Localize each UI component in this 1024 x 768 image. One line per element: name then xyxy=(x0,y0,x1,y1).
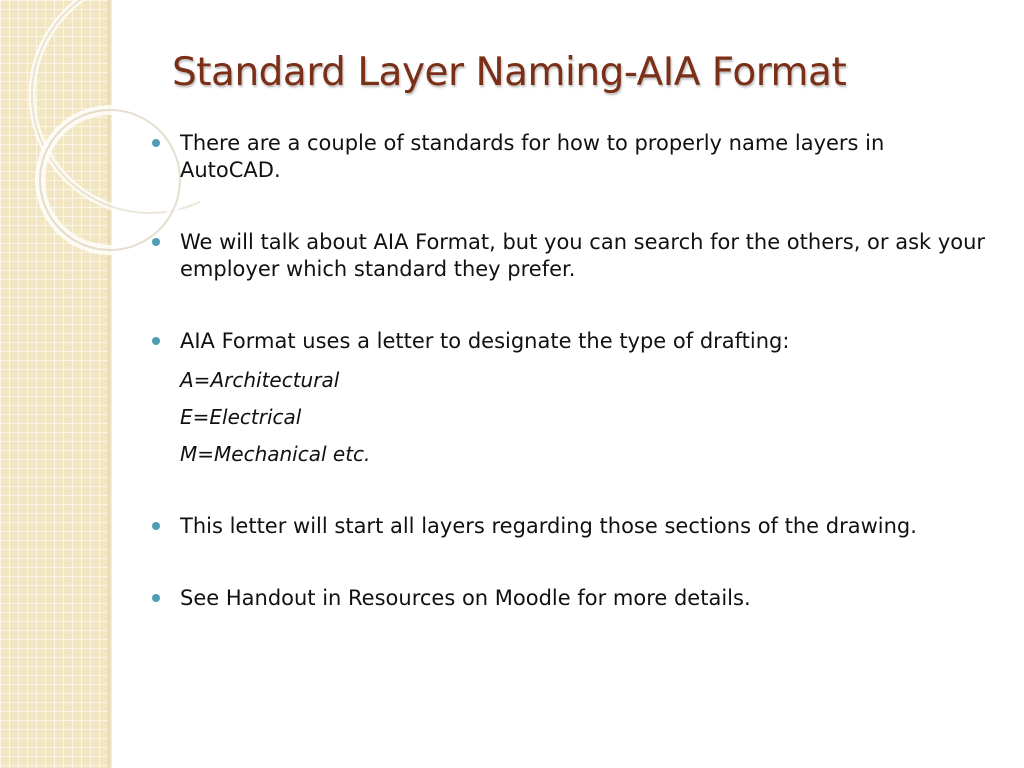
side-panel-edge xyxy=(108,0,112,768)
bullet-item xyxy=(148,229,988,283)
bullet-dot-icon xyxy=(152,139,160,147)
sub-item-architectural: A=Architectural xyxy=(180,368,340,392)
bullet-text: There are a couple of standards for how to properly name layers in AutoCAD. xyxy=(180,131,885,182)
bullet-dot-icon xyxy=(152,594,160,602)
bullet-item xyxy=(148,328,988,355)
bullet-dot-icon xyxy=(152,238,160,246)
bullet-text: This letter will start all layers regarding those sections of the drawing. xyxy=(180,514,917,538)
decorative-side-panel xyxy=(0,0,112,768)
sub-item-electrical: E=Electrical xyxy=(180,405,302,429)
sub-item-mechanical: M=Mechanical etc. xyxy=(180,442,371,466)
bullet-dot-icon xyxy=(152,522,160,530)
bullet-text: We will talk about AIA Format, but you can search for the others, or ask your employer which standard they prefer. xyxy=(180,230,986,281)
bullet-text: See Handout in Resources on Moodle for more details. xyxy=(180,586,751,610)
bullet-item xyxy=(148,130,988,184)
bullet-dot-icon xyxy=(152,337,160,345)
bullet-item xyxy=(148,513,988,540)
bullet-item xyxy=(148,585,988,612)
slide-title: Standard Layer Naming-AIA Format xyxy=(172,50,847,95)
slide-content xyxy=(148,130,988,612)
bullet-text: AIA Format uses a letter to designate the type of drafting: xyxy=(180,329,790,353)
